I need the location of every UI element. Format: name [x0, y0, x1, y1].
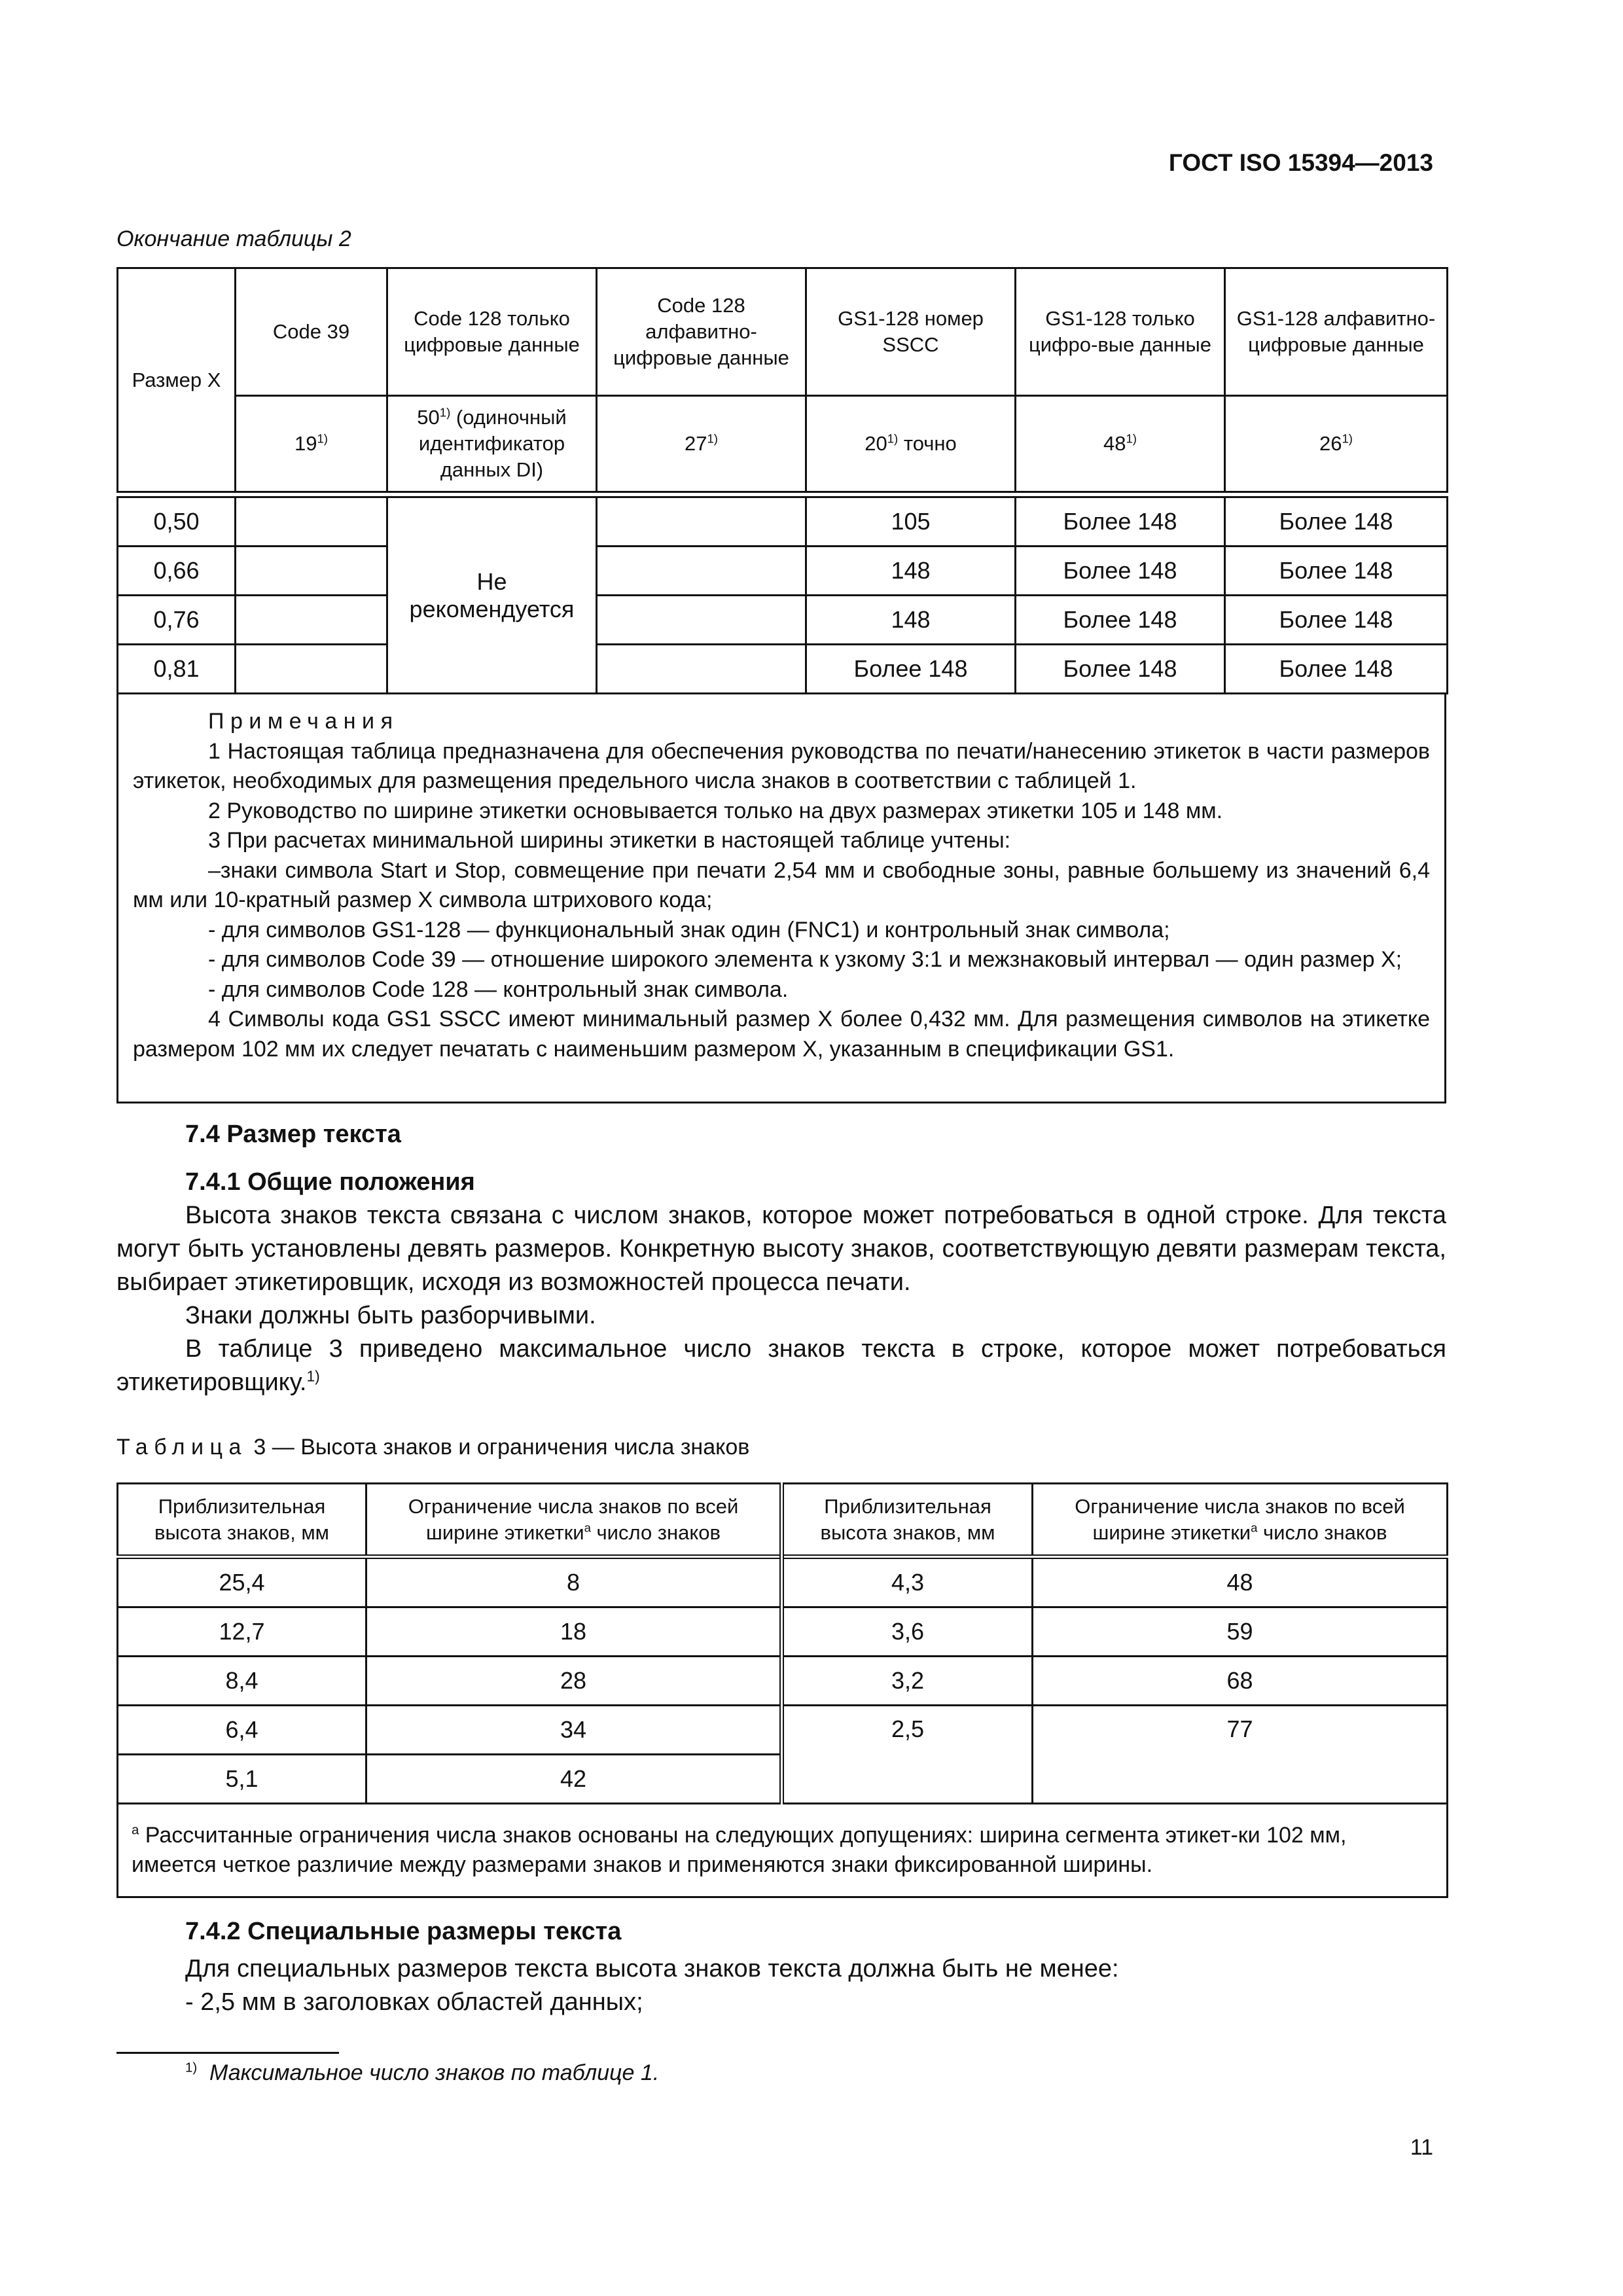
subsection-heading: 7.4.1 Общие положения	[185, 1168, 475, 1196]
footnote-separator	[116, 2052, 339, 2054]
value-cell: Более 148	[1016, 645, 1225, 694]
table2-caption: Окончание таблицы 2	[116, 226, 351, 251]
height-cell: 2,5	[782, 1706, 1033, 1804]
row-label-header: Размер Х	[118, 268, 236, 492]
column-header: Code 39	[236, 268, 387, 396]
value-cell: Более 148	[1225, 596, 1448, 645]
column-header: GS1-128 алфавитно-цифровые данные	[1225, 268, 1448, 396]
page-footnote: $^{1)}$ Максимальное число знаков по таблице 1.	[185, 2060, 660, 2085]
limit-cell: 8	[366, 1557, 782, 1607]
limit-cell: 34	[366, 1706, 782, 1755]
column-header: GS1-128 только цифро-вые данные	[1016, 268, 1225, 396]
height-cell: 25,4	[118, 1557, 366, 1607]
char-limit-cell: 19$^{1)}$	[236, 396, 387, 492]
note: 3 При расчетах минимальной ширины этикетки в настоящей таблице учтены:	[208, 828, 1011, 853]
table3	[116, 1482, 1448, 1898]
paragraph: Высота знаков текста связана с числом знаков, которое может потребоваться в одной строке. Для текста могут быть установлены девять размеров. Конкретную высоту знаков, соответствующую девяти размерам текста, выбирает этикетировщик, исходя из возможностей процесса печати.	[116, 1202, 1446, 1296]
char-limit-cell: 48$^{1)}$	[1016, 396, 1225, 492]
char-limit-cell: 20$^{1)}$ точно	[806, 396, 1016, 492]
note: 2 Руководство по ширине этикетки основывается только на двух размерах этикетки 105 и 148 мм.	[208, 798, 1223, 823]
empty-cell	[236, 596, 387, 645]
table2-header	[116, 267, 1448, 493]
column-header: Ограничение числа знаков по всей ширине этикетки$^а$ число знаков	[366, 1484, 782, 1557]
limit-cell: 48	[1033, 1557, 1448, 1607]
empty-cell	[597, 645, 806, 694]
note: –знаки символа Start и Stop, совмещение при печати 2,54 мм и свободные зоны, равные большему из значений 6,4 мм или 10-кратный размер Х символа штрихового кода;	[133, 857, 1430, 912]
value-cell: Более 148	[1225, 645, 1448, 694]
size-cell: 0,50	[118, 497, 236, 547]
note: 1 Настоящая таблица предназначена для обеспечения руководства по печати/нанесению этикеток в части размеров этикеток, необходимых для размещения предельного числа знаков в соответствии с таблицей 1.	[133, 738, 1430, 793]
value-cell: Более 148	[1016, 497, 1225, 547]
size-cell: 0,66	[118, 547, 236, 596]
paragraph: Для специальных размеров текста высота знаков текста должна быть не менее:	[185, 1955, 1119, 1982]
char-limit-cell: 27$^{1)}$	[597, 396, 806, 492]
height-cell: 3,2	[782, 1657, 1033, 1706]
paragraph: Знаки должны быть разборчивыми.	[185, 1302, 596, 1329]
height-cell: 6,4	[118, 1706, 366, 1755]
limit-cell: 68	[1033, 1657, 1448, 1706]
paragraph: В таблице 3 приведено максимальное число знаков текста в строке, которое может потребоваться этикетировщику.$^{1)}$	[116, 1335, 1446, 1396]
section-body	[185, 1952, 1119, 2019]
empty-cell	[597, 547, 806, 596]
value-cell: Более 148	[1016, 547, 1225, 596]
column-header: GS1-128 номер SSCC	[806, 268, 1016, 396]
note: - для символов Code 128 — контрольный знак символа.	[208, 977, 789, 1002]
limit-cell: 77	[1033, 1706, 1448, 1804]
table3-footnote: $^а$ Рассчитанные ограничения числа знаков основаны на следующих допущениях: ширина сегмента этикет-ки 102 мм, имеется четкое различие между размерами знаков и применяются знаки фиксированной ширины.	[118, 1804, 1448, 1897]
column-header: Code 128 только цифровые данные	[387, 268, 597, 396]
empty-cell	[236, 547, 387, 596]
column-header: Ограничение числа знаков по всей ширине этикетки$^а$ число знаков	[1033, 1484, 1448, 1557]
value-cell: Более 148	[1016, 596, 1225, 645]
empty-cell	[236, 645, 387, 694]
not-recommended-cell: Не рекомендуется	[387, 497, 597, 694]
height-cell: 3,6	[782, 1607, 1033, 1657]
document-number: ГОСТ ISO 15394—2013	[1168, 149, 1433, 176]
limit-cell: 59	[1033, 1607, 1448, 1657]
section-body	[116, 1199, 1446, 1399]
value-cell: Более 148	[806, 645, 1016, 694]
value-cell: 148	[806, 596, 1016, 645]
notes-title: Примечания	[208, 709, 399, 734]
char-limit-cell: 26$^{1)}$	[1225, 396, 1448, 492]
height-cell: 4,3	[782, 1557, 1033, 1607]
column-header: Приблизительная высота знаков, мм	[118, 1484, 366, 1557]
char-limit-cell: 50$^{1)}$ (одиночный идентификатор данных DI)	[387, 396, 597, 492]
table2-notes	[116, 692, 1446, 1103]
value-cell: 148	[806, 547, 1016, 596]
table3-caption: Таблица 3 — Высота знаков и ограничения числа знаков	[116, 1435, 750, 1460]
column-header: Приблизительная высота знаков, мм	[782, 1484, 1033, 1557]
empty-cell	[597, 497, 806, 547]
note: - для символов GS1-128 — функциональный знак один (FNC1) и контрольный знак символа;	[208, 917, 1170, 942]
value-cell: 105	[806, 497, 1016, 547]
column-header: Code 128 алфавитно-цифровые данные	[597, 268, 806, 396]
size-cell: 0,76	[118, 596, 236, 645]
empty-cell	[597, 596, 806, 645]
height-cell: 8,4	[118, 1657, 366, 1706]
height-cell: 12,7	[118, 1607, 366, 1657]
limit-cell: 18	[366, 1607, 782, 1657]
height-cell: 5,1	[118, 1755, 366, 1804]
note: 4 Символы кода GS1 SSCC имеют минимальный размер Х более 0,432 мм. Для размещения символов на этикетке размером 102 мм их следует печатать с наименьшим размером Х, указанным в спецификации GS1.	[133, 1007, 1430, 1062]
table2-body	[116, 496, 1448, 694]
value-cell: Более 148	[1225, 497, 1448, 547]
page-number: 11	[1410, 2135, 1433, 2160]
empty-cell	[236, 497, 387, 547]
limit-cell: 42	[366, 1755, 782, 1804]
subsection-heading: 7.4.2 Специальные размеры текста	[185, 1918, 622, 1945]
paragraph: - 2,5 мм в заголовках областей данных;	[185, 1988, 643, 2016]
value-cell: Более 148	[1225, 547, 1448, 596]
size-cell: 0,81	[118, 645, 236, 694]
section-heading: 7.4 Размер текста	[185, 1121, 401, 1148]
note: - для символов Code 39 — отношение широкого элемента к узкому 3:1 и межзнаковый интервал — один размер Х;	[208, 947, 1402, 972]
limit-cell: 28	[366, 1657, 782, 1706]
